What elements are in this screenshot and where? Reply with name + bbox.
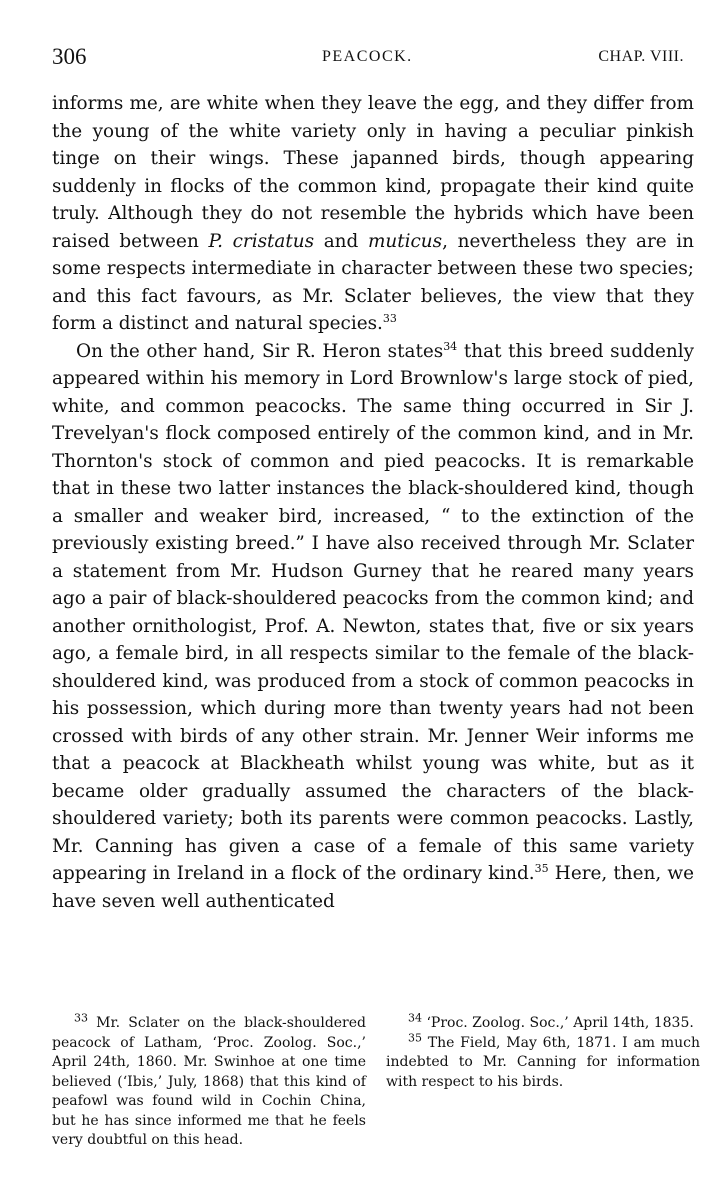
paragraph-1: informs me, are white when they leave the egg, and they differ from the young of the white variety only in having a peculiar pinkish tinge on their wings. These japanned birds, though appearing suddenly in flocks of the common kind, propagate their kind quite truly. Although they do not resemble the hybrids which have been raised between P. cristatus and muticus, nevertheless they are in some respects intermediate in character between these two species; and this fact favours, as Mr. Sclater believes, the view that they form a distinct and natural species.$^{33}$ [52, 93, 694, 334]
footnote-ref-33: 33 [382, 311, 397, 325]
footnote-34: $^{34}$ ‘Proc. Zoolog. Soc.,’ April 14th, 1835. [408, 1011, 694, 1031]
footnote-33: $^{33}$ Mr. Sclater on the black-shouldered peacock of Latham, ‘Proc. Zoolog. Soc.,’ April 24th, 1860. Mr. Swinhoe at one time believed (‘Ibis,’ July, 1868) that this kind of peafowl was found wild in Cochin China, but he has since informed me that he feels very doubtful on this head. [52, 1011, 366, 1148]
species-name-cristatus: P. cristatus [208, 230, 315, 252]
running-title: PEACOCK. [322, 48, 413, 65]
footnote-ref-35: 35 [534, 861, 549, 875]
chapter-label: CHAP. VIII. [598, 48, 684, 65]
footnote-column-left [52, 1011, 366, 1151]
footnote-ref-34: 34 [443, 339, 458, 353]
footnote-column-right [386, 1011, 700, 1151]
body-text [52, 90, 694, 915]
footnotes [52, 1011, 700, 1151]
paragraph-2: On the other hand, Sir R. Heron states$^{34}$ that this breed suddenly appeared within his memory in Lord Brownlow's large stock of pied, white, and common peacocks. The same thing occurred in Sir J. Trevelyan's flock composed entirely of the common kind, and in Mr. Thornton's stock of common and pied peacocks. It is remarkable that in these two latter instances the black-shouldered kind, though a smaller and weaker bird, increased, “ to the extinction of the previously existing breed.” I have also received through Mr. Sclater a statement from Mr. Hudson Gurney that he reared many years ago a pair of black-shouldered peacocks from the common kind; and another ornithologist, Prof. A. Newton, states that, five or six years ago, a female bird, in all respects similar to the female of the black-shouldered kind, was produced from a stock of common peacocks in his possession, which during more than twenty years had not been crossed with birds of any other strain. Mr. Jenner Weir informs me that a peacock at Blackheath whilst young was white, but as it became older gradually assumed the characters of the black-shouldered variety; both its parents were common peacocks. Lastly, Mr. Canning has given a case of a female of this same variety appearing in Ireland in a flock of the ordinary kind.$^{35}$ Here, then, we have seven well authenticated [52, 339, 694, 912]
page-number: 306 [52, 44, 87, 69]
species-name-muticus: muticus [367, 230, 443, 252]
running-header [52, 44, 688, 76]
footnote-35: $^{35}$ The Field, May 6th, 1871. I am much indebted to Mr. Canning for information with respect to his birds. [386, 1030, 700, 1090]
